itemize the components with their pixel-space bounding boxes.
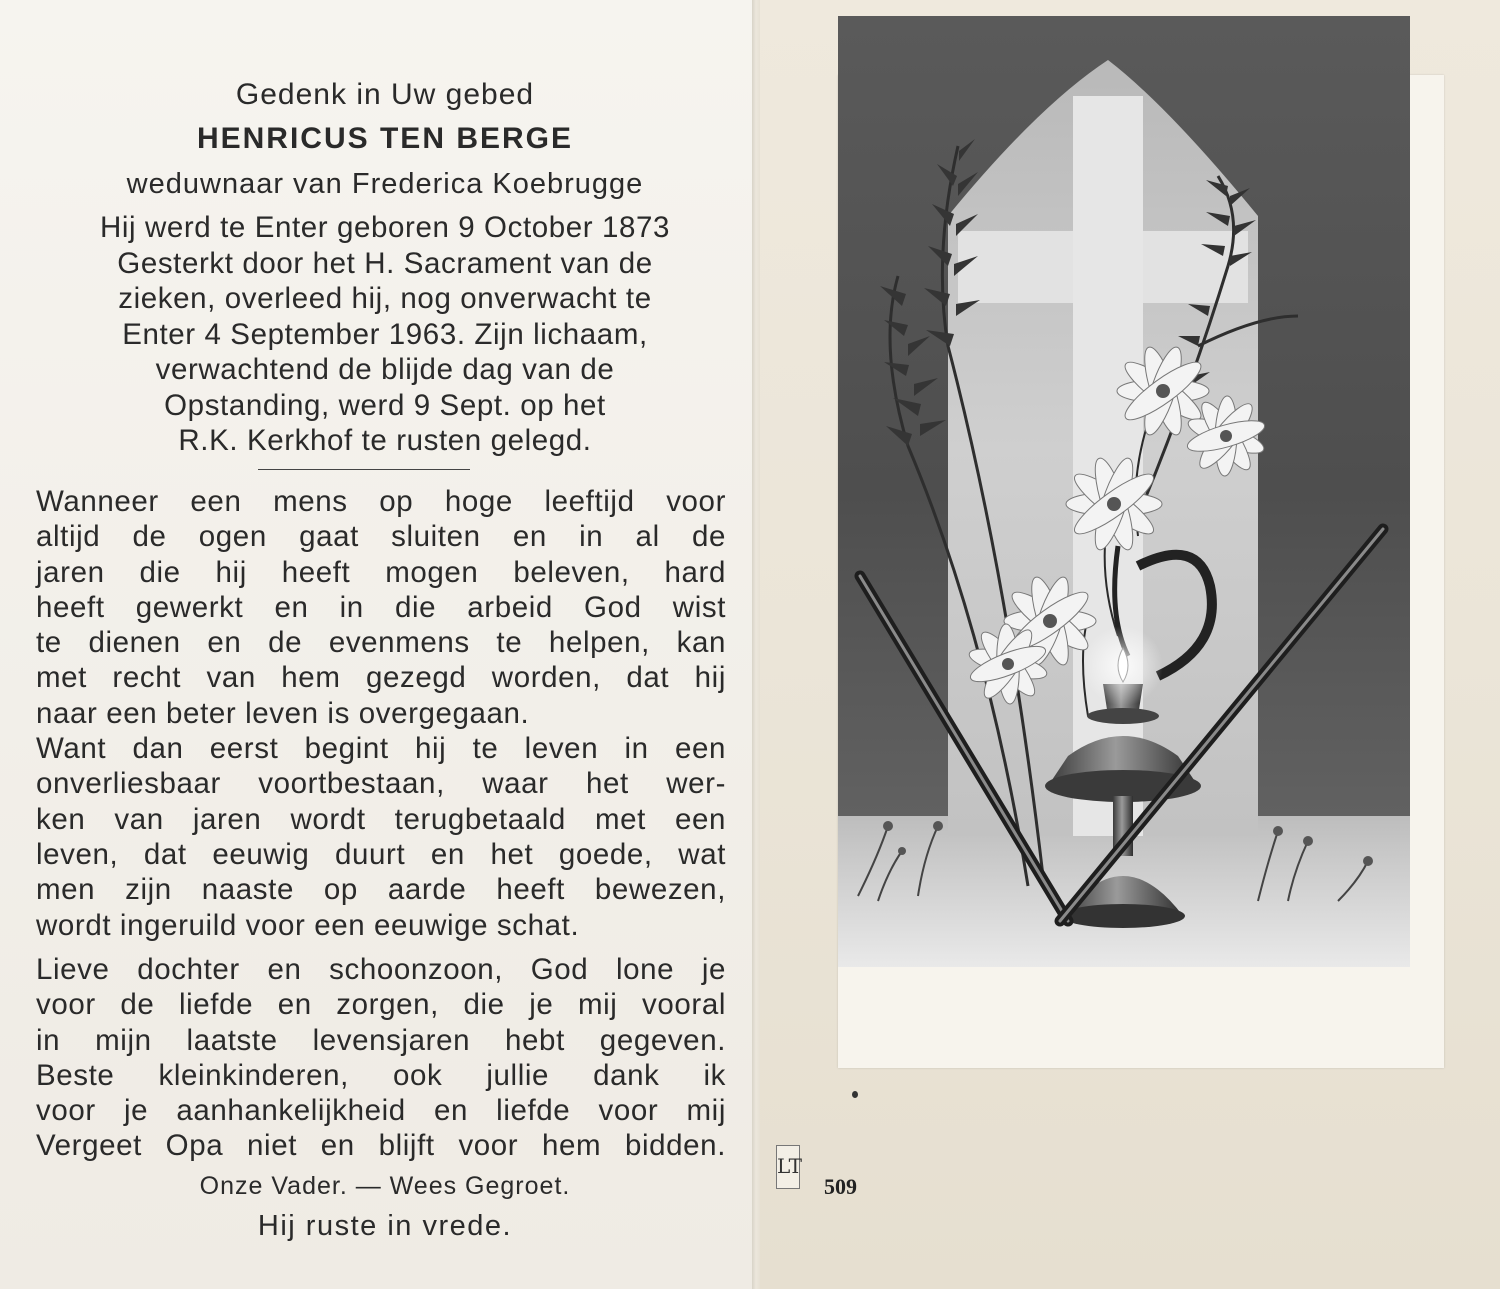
text-line: naar een beter leven is overgegaan.: [36, 696, 530, 730]
divider: [258, 469, 470, 470]
text-line: te dienen en de evenmens te helpen, kan: [36, 626, 726, 660]
bio-line: verwachtend de blijde dag van de: [155, 353, 615, 386]
bio-line: Enter 4 September 1963. Zijn lichaam,: [122, 317, 648, 351]
heading: Gedenk in Uw gebed: [235, 78, 535, 111]
text-line: men zijn naaste op aarde heeft bewezen,: [36, 873, 726, 907]
text-line: altijd de ogen gaat sluiten en in al de: [36, 520, 726, 554]
print-speck: [852, 1091, 858, 1098]
text-line: wordt ingeruild voor een eeuwige schat.: [36, 908, 580, 942]
bio-line: Hij werd te Enter geboren 9 October 1873: [99, 211, 671, 244]
deceased-name: HENRICUS TEN BERGE: [196, 122, 574, 155]
biography: [30, 210, 740, 459]
text-line: voor de liefde en zorgen, die je mij vooral: [36, 988, 726, 1022]
closing-line: Hij ruste in vrede.: [257, 1210, 513, 1242]
bio-line: Opstanding, werd 9 Sept. op het: [164, 388, 606, 422]
memorial-illustration: [838, 16, 1410, 967]
image-side: [760, 0, 1500, 1289]
text-line: voor je aanhankelijkheid en liefde voor mij: [36, 1094, 726, 1128]
bio-line: zieken, overleed hij, nog onverwacht te: [118, 282, 652, 315]
text-line: ken van jaren wordt terugbetaald met een: [36, 802, 726, 836]
text-line: leven, dat eeuwig duurt en het goede, wat: [36, 837, 726, 871]
bio-line: Gesterkt door het H. Sacrament van de: [117, 246, 653, 280]
bio-line: R.K. Kerkhof te rusten gelegd.: [178, 424, 592, 457]
text-line: Wanneer een mens op hoge leeftijd voor: [36, 485, 726, 518]
prayers-line: Onze Vader. — Wees Gegroet.: [199, 1172, 571, 1200]
relation-line: weduwnaar van Frederica Koebrugge: [126, 168, 644, 200]
text-line: in mijn laatste levensjaren hebt gegeven.: [36, 1023, 726, 1057]
text-line: Want dan eerst begint hij te leven in een: [36, 732, 726, 766]
text-line: met recht van hem gezegd worden, dat hij: [36, 661, 726, 695]
text-line: heeft gewerkt en in die arbeid God wist: [36, 590, 726, 624]
reflection-text: [36, 484, 726, 943]
card-number: 509: [824, 1174, 857, 1199]
publisher-mark: LT: [776, 1145, 800, 1189]
text-line: onverliesbaar voortbestaan, waar het wer-: [36, 767, 726, 801]
farewell-text: [36, 952, 726, 1164]
text-line: Beste kleinkinderen, ook jullie dank ik: [36, 1058, 726, 1092]
text-line: Vergeet Opa niet en blijft voor hem bidden.: [36, 1129, 726, 1163]
text-line: Lieve dochter en schoonzoon, God lone je: [36, 953, 726, 986]
text-line: jaren die hij heeft mogen beleven, hard: [36, 555, 726, 589]
